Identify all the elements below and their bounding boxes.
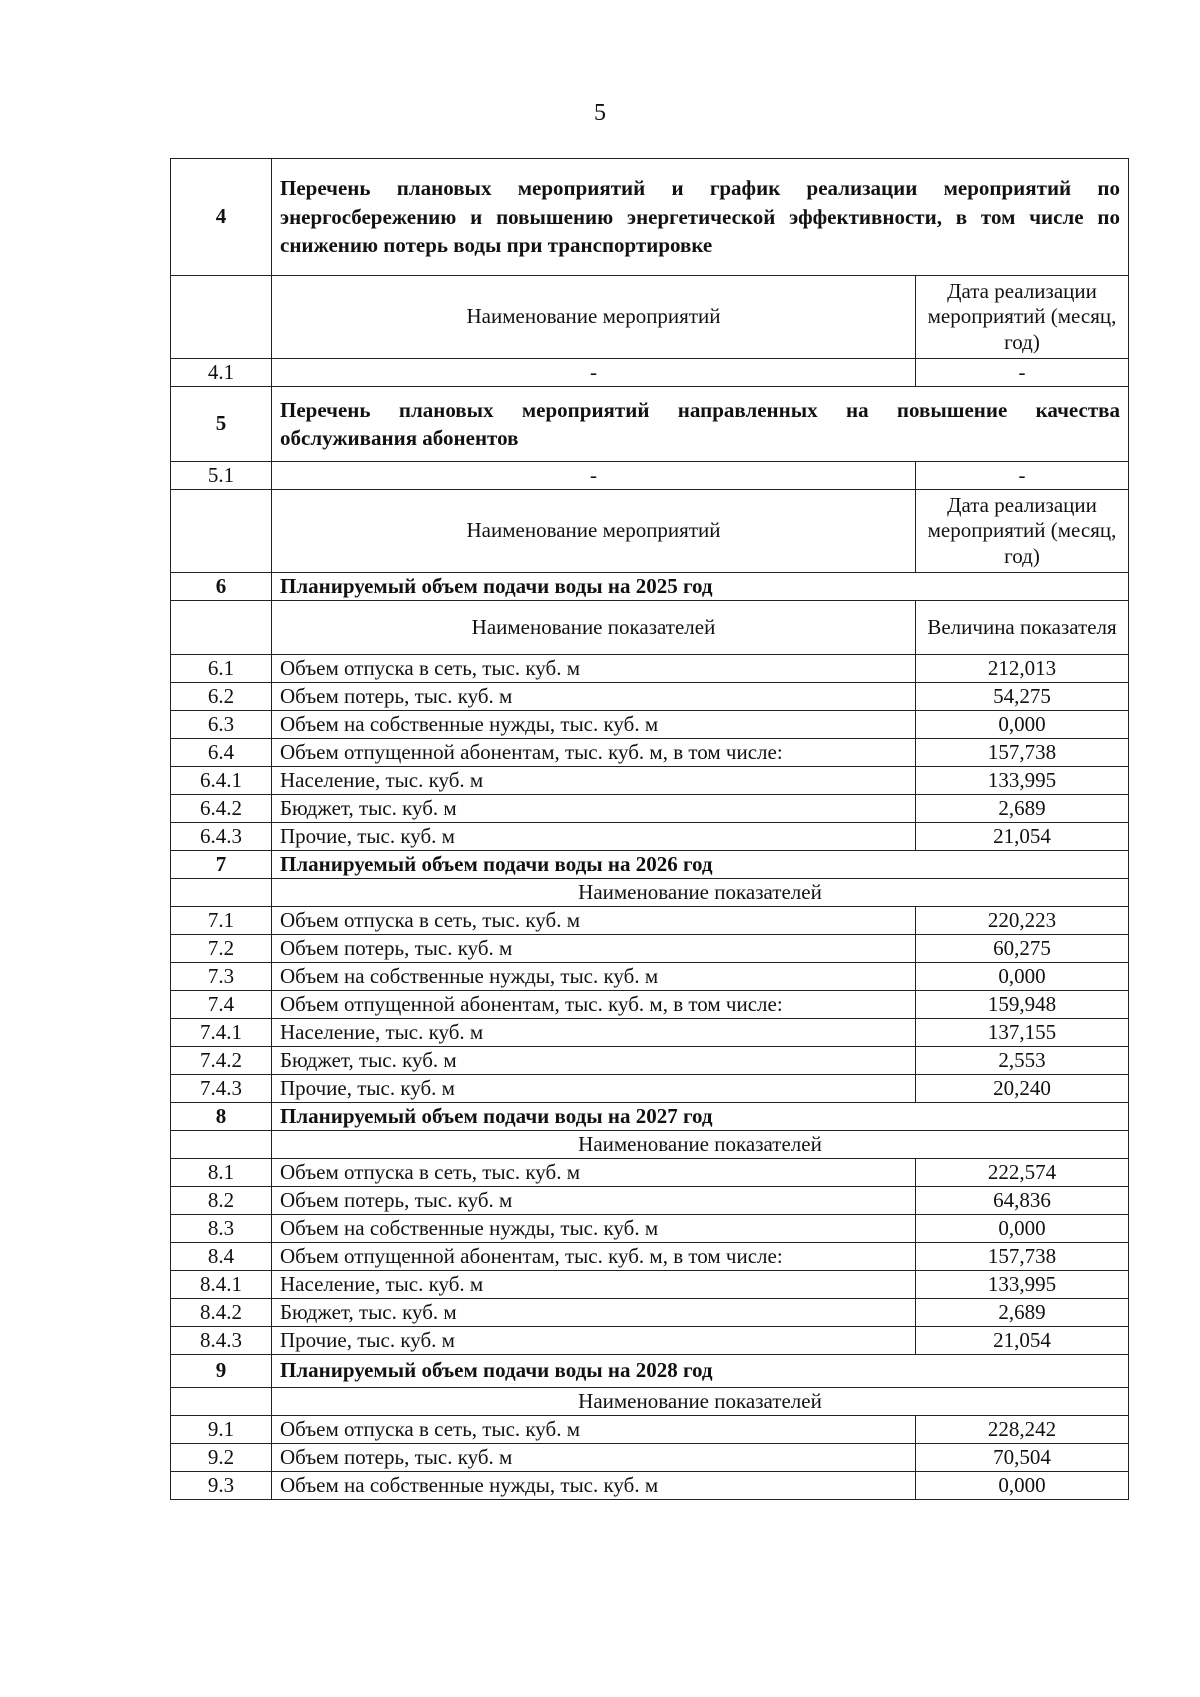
row-number: 6.4.1: [171, 767, 272, 795]
table-row: [171, 683, 1129, 711]
indicator-value: 0,000: [916, 1215, 1129, 1243]
empty-cell: [171, 490, 272, 573]
indicator-value: 157,738: [916, 1243, 1129, 1271]
row-number: 7.3: [171, 963, 272, 991]
table-row: [171, 795, 1129, 823]
indicators-name-header: Наименование показателей: [272, 1388, 1129, 1416]
table-row: [171, 1416, 1129, 1444]
indicators-header-row: [171, 1131, 1129, 1159]
section-number: 8: [171, 1103, 272, 1131]
page-number: 5: [594, 100, 606, 126]
indicator-name: Объем отпуска в сеть, тыс. куб. м: [272, 655, 916, 683]
measures-date-header: Дата реализации мероприятий (месяц, год): [916, 490, 1129, 573]
section-5-heading: [171, 387, 1129, 462]
table-row: [171, 767, 1129, 795]
row-number: 4.1: [171, 359, 272, 387]
section-number: 4: [171, 159, 272, 276]
row-number: 9.2: [171, 1444, 272, 1472]
empty-cell: [171, 276, 272, 359]
section-4-heading: [171, 159, 1129, 276]
indicator-value: 157,738: [916, 739, 1129, 767]
row-number: 9.3: [171, 1472, 272, 1500]
section-9-heading: [171, 1355, 1129, 1388]
row-number: 7.2: [171, 935, 272, 963]
row-number: 8.4: [171, 1243, 272, 1271]
row-number: 7.4: [171, 991, 272, 1019]
measures-header-row: [171, 276, 1129, 359]
indicator-name: Объем отпущенной абонентам, тыс. куб. м, в том числе:: [272, 1243, 916, 1271]
indicator-name: Бюджет, тыс. куб. м: [272, 1299, 916, 1327]
table-row: [171, 963, 1129, 991]
measure-date: -: [916, 462, 1129, 490]
table-row: [171, 991, 1129, 1019]
section-8-heading: [171, 1103, 1129, 1131]
row-number: 8.3: [171, 1215, 272, 1243]
indicators-header-row: [171, 879, 1129, 907]
indicator-name: Объем отпущенной абонентам, тыс. куб. м, в том числе:: [272, 739, 916, 767]
table-row: [171, 739, 1129, 767]
row-number: 6.4.3: [171, 823, 272, 851]
section-number: 7: [171, 851, 272, 879]
indicator-value: 0,000: [916, 963, 1129, 991]
indicator-value: 21,054: [916, 823, 1129, 851]
plan-table: [170, 158, 1129, 1500]
indicators-header-row: [171, 601, 1129, 655]
table-row: [171, 462, 1129, 490]
indicator-name: Объем потерь, тыс. куб. м: [272, 1444, 916, 1472]
measure-name: -: [272, 462, 916, 490]
indicator-name: Объем потерь, тыс. куб. м: [272, 683, 916, 711]
indicator-name: Население, тыс. куб. м: [272, 1019, 916, 1047]
indicator-name: Объем отпущенной абонентам, тыс. куб. м, в том числе:: [272, 991, 916, 1019]
table-row: [171, 711, 1129, 739]
measures-header-row: [171, 490, 1129, 573]
indicator-value: 137,155: [916, 1019, 1129, 1047]
indicator-name: Объем потерь, тыс. куб. м: [272, 935, 916, 963]
table-row: [171, 1243, 1129, 1271]
row-number: 7.4.2: [171, 1047, 272, 1075]
section-title: Перечень плановых мероприятий направленных на повышение качества обслуживания абонентов: [272, 387, 1129, 462]
indicator-value: 60,275: [916, 935, 1129, 963]
row-number: 6.1: [171, 655, 272, 683]
section-title: Планируемый объем подачи воды на 2026 год: [272, 851, 1129, 879]
row-number: 8.4.3: [171, 1327, 272, 1355]
indicator-name: Объем отпуска в сеть, тыс. куб. м: [272, 1416, 916, 1444]
indicators-name-header: Наименование показателей: [272, 1131, 1129, 1159]
table-row: [171, 1444, 1129, 1472]
indicator-value: 21,054: [916, 1327, 1129, 1355]
indicator-name: Объем на собственные нужды, тыс. куб. м: [272, 963, 916, 991]
section-title: Планируемый объем подачи воды на 2027 год: [272, 1103, 1129, 1131]
indicator-name: Объем на собственные нужды, тыс. куб. м: [272, 711, 916, 739]
indicators-name-header: Наименование показателей: [272, 879, 1129, 907]
empty-cell: [171, 601, 272, 655]
indicator-name: Объем отпуска в сеть, тыс. куб. м: [272, 1159, 916, 1187]
indicator-name: Население, тыс. куб. м: [272, 767, 916, 795]
table-row: [171, 1472, 1129, 1500]
indicator-value: 0,000: [916, 711, 1129, 739]
indicator-name: Объем потерь, тыс. куб. м: [272, 1187, 916, 1215]
indicator-value: 159,948: [916, 991, 1129, 1019]
row-number: 5.1: [171, 462, 272, 490]
row-number: 7.4.3: [171, 1075, 272, 1103]
empty-cell: [171, 1131, 272, 1159]
row-number: 7.4.1: [171, 1019, 272, 1047]
indicator-name: Прочие, тыс. куб. м: [272, 823, 916, 851]
indicator-value: 0,000: [916, 1472, 1129, 1500]
row-number: 8.4.1: [171, 1271, 272, 1299]
measures-name-header: Наименование мероприятий: [272, 490, 916, 573]
indicator-name: Население, тыс. куб. м: [272, 1271, 916, 1299]
table-row: [171, 935, 1129, 963]
table-row: [171, 1215, 1129, 1243]
indicators-name-header: Наименование показателей: [272, 601, 916, 655]
indicator-value: 222,574: [916, 1159, 1129, 1187]
indicators-header-row: [171, 1388, 1129, 1416]
section-number: 6: [171, 573, 272, 601]
indicator-value: 2,689: [916, 1299, 1129, 1327]
indicator-value: 228,242: [916, 1416, 1129, 1444]
indicator-name: Объем на собственные нужды, тыс. куб. м: [272, 1472, 916, 1500]
section-number: 9: [171, 1355, 272, 1388]
measure-date: -: [916, 359, 1129, 387]
table-row: [171, 1187, 1129, 1215]
indicator-value: 20,240: [916, 1075, 1129, 1103]
row-number: 8.4.2: [171, 1299, 272, 1327]
section-title: Перечень плановых мероприятий и график реализации мероприятий по энергосбережению и повышению энергетической эффективности, в том числе по снижению потерь воды при транспортировке: [272, 159, 1129, 276]
indicator-name: Прочие, тыс. куб. м: [272, 1075, 916, 1103]
indicator-name: Бюджет, тыс. куб. м: [272, 795, 916, 823]
indicator-value: 212,013: [916, 655, 1129, 683]
section-number: 5: [171, 387, 272, 462]
table-row: [171, 1019, 1129, 1047]
indicator-value: 2,689: [916, 795, 1129, 823]
empty-cell: [171, 879, 272, 907]
section-title: Планируемый объем подачи воды на 2028 год: [272, 1355, 1129, 1388]
row-number: 6.3: [171, 711, 272, 739]
table-row: [171, 1299, 1129, 1327]
table-row: [171, 1271, 1129, 1299]
row-number: 6.4: [171, 739, 272, 767]
indicator-value: 220,223: [916, 907, 1129, 935]
measures-name-header: Наименование мероприятий: [272, 276, 916, 359]
section-6-heading: [171, 573, 1129, 601]
indicator-value: 133,995: [916, 1271, 1129, 1299]
table-row: [171, 1075, 1129, 1103]
row-number: 8.1: [171, 1159, 272, 1187]
indicator-name: Бюджет, тыс. куб. м: [272, 1047, 916, 1075]
measures-date-header: Дата реализации мероприятий (месяц, год): [916, 276, 1129, 359]
measure-name: -: [272, 359, 916, 387]
indicators-value-header: Величина показателя: [916, 601, 1129, 655]
table-row: [171, 655, 1129, 683]
section-7-heading: [171, 851, 1129, 879]
row-number: 7.1: [171, 907, 272, 935]
row-number: 6.2: [171, 683, 272, 711]
indicator-name: Объем отпуска в сеть, тыс. куб. м: [272, 907, 916, 935]
empty-cell: [171, 1388, 272, 1416]
indicator-value: 54,275: [916, 683, 1129, 711]
table-row: [171, 1047, 1129, 1075]
indicator-value: 133,995: [916, 767, 1129, 795]
table-row: [171, 359, 1129, 387]
indicator-value: 64,836: [916, 1187, 1129, 1215]
indicator-name: Прочие, тыс. куб. м: [272, 1327, 916, 1355]
indicator-name: Объем на собственные нужды, тыс. куб. м: [272, 1215, 916, 1243]
table-row: [171, 907, 1129, 935]
row-number: 6.4.2: [171, 795, 272, 823]
indicator-value: 2,553: [916, 1047, 1129, 1075]
table-row: [171, 1327, 1129, 1355]
section-title: Планируемый объем подачи воды на 2025 год: [272, 573, 1129, 601]
table-row: [171, 1159, 1129, 1187]
row-number: 9.1: [171, 1416, 272, 1444]
indicator-value: 70,504: [916, 1444, 1129, 1472]
row-number: 8.2: [171, 1187, 272, 1215]
table-row: [171, 823, 1129, 851]
